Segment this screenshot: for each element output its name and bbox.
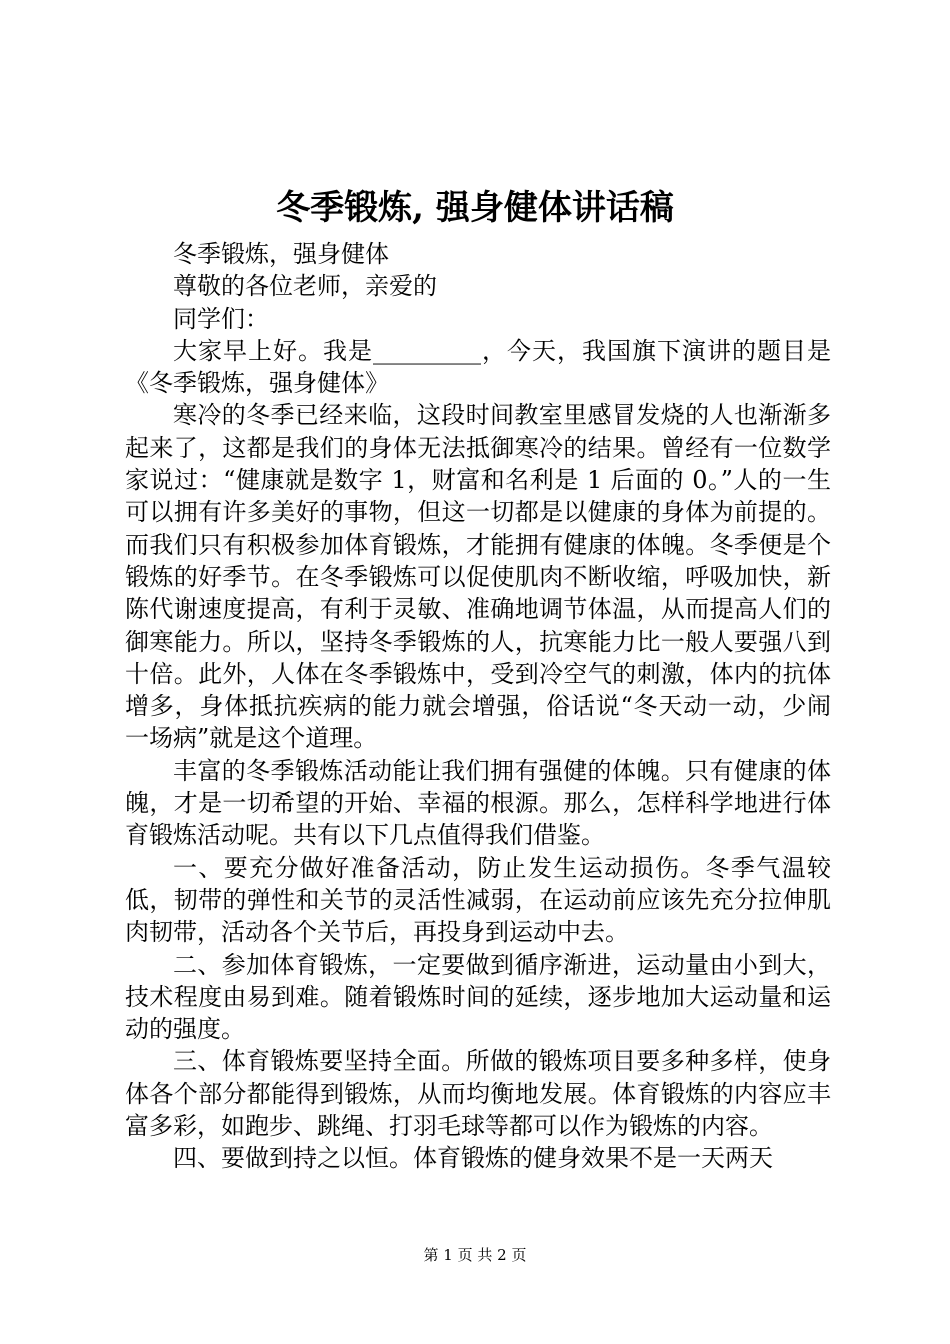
- paragraph-salutation: 尊敬的各位老师，亲爱的: [173, 272, 437, 301]
- document-body: [125, 238, 831, 1175]
- paragraph-point-three: 三、体育锻炼要坚持全面。所做的锻炼项目要多种多样，使身体各个部分都能得到锻炼，从而均衡地发展。体育锻炼的内容应丰富多彩，如跑步、跳绳、打羽毛球等都可以作为锻炼的内容。: [125, 1047, 831, 1141]
- paragraph-point-one: 一、要充分做好准备活动，防止发生运动损伤。冬季气温较低，韧带的弹性和关节的灵活性减弱，在运动前应该先充分拉伸肌肉韧带，活动各个关节后，再投身到运动中去。: [125, 853, 831, 947]
- paragraph-point-two: 二、参加体育锻炼，一定要做到循序渐进，运动量由小到大，技术程度由易到难。随着锻炼时间的延续，逐步地加大运动量和运动的强度。: [125, 950, 831, 1044]
- paragraph-heading: 冬季锻炼，强身健体: [173, 240, 389, 268]
- paragraph-winter-intro: 寒冷的冬季已经来临，这段时间教室里感冒发烧的人也渐渐多起来了，这都是我们的身体无法抵御寒冷的结果。曾经有一位数学家说过：“健康就是数字 1，财富和名利是 1 后面的 0。”人的一生可以拥有许多美好的事物，但这一切都是以健康的身体为前提的。而我们只有积极参加体育锻炼，才能拥有健康的体魄。冬季便是个锻炼的好季节。在冬季锻炼可以促使肌肉不断收缩，呼吸加快，新陈代谢速度提高，有利于灵敏、准确地调节体温，从而提高人们的御寒能力。所以，坚持冬季锻炼的人，抗寒能力比一般人要强八到十倍。此外，人体在冬季锻炼中，受到冷空气的刺激，体内的抗体增多，身体抵抗疾病的能力就会增强，俗话说“冬天动一动，少闹一场病”就是这个道理。: [125, 401, 831, 753]
- page-number-footer: 第 1 页 共 2 页: [423, 1246, 527, 1264]
- document-title: 冬季锻炼, 强身健体讲话稿: [276, 188, 674, 228]
- paragraph-greeting: 大家早上好。我是_________，今天，我国旗下演讲的题目是《冬季锻炼，强身健体》: [125, 336, 831, 398]
- paragraph-salutation-cont: 同学们：: [173, 304, 269, 333]
- paragraph-point-four: 四、要做到持之以恒。体育锻炼的健身效果不是一天两天: [173, 1144, 773, 1173]
- paragraph-exercise-benefits: 丰富的冬季锻炼活动能让我们拥有强健的体魄。只有健康的体魄，才是一切希望的开始、幸福的根源。那么，怎样科学地进行体育锻炼活动呢。共有以下几点值得我们借鉴。: [125, 756, 831, 850]
